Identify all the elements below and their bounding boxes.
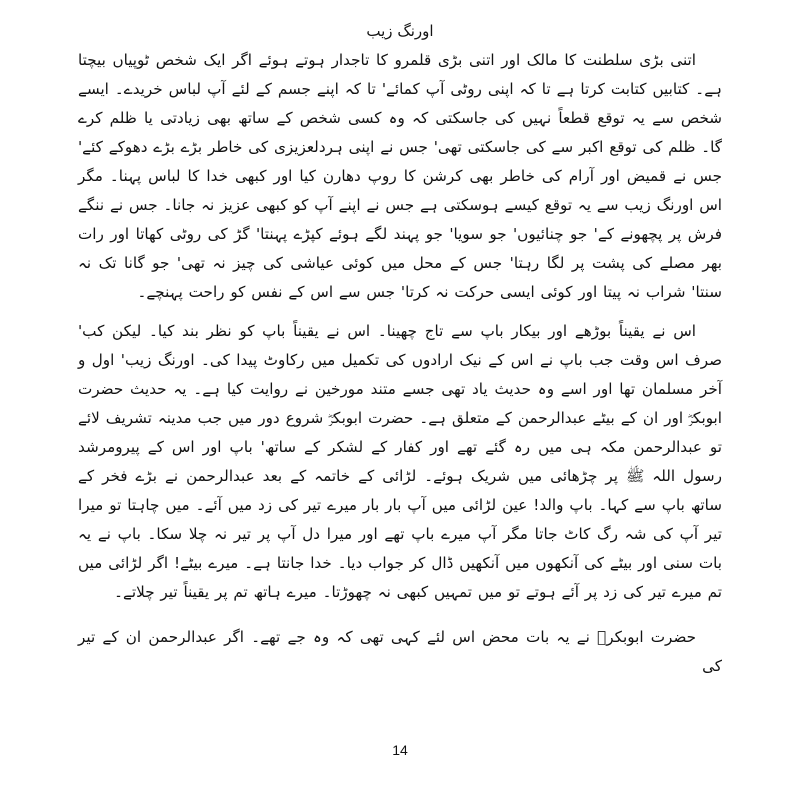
paragraph-3: حضرت ابوبکرؓ نے یہ بات محض اس لئے کہی تھی کہ وہ جے تھے۔ اگر عبدالرحمن ان کے تیر کی (78, 628, 722, 675)
paragraph-2: اس نے یقیناً بوڑھے اور بیکار باپ سے تاج چھینا۔ اس نے یقیناً باپ کو نظر بند کیا۔ لیکن کب' صرف اس وقت جب باپ نے اس کے نیک ارادوں کی تکمیل میں رکاوٹ پیدا کی۔ اورنگ زیب' اول و آخر مسلمان تھا اور اسے وہ حدیث یاد تھی جسے متند مورخین نے روایت کیا ہے۔ یہ حدیث حضرت ابوبکرؓ اور ان کے بیٹے عبدالرحمن کے متعلق ہے۔ حضرت ابوبکرؓ شروع دور میں جب مدینہ تشریف لائے تو عبدالرحمن مکہ ہی میں رہ گئے تھے اور کفار کے لشکر کے ساتھ' باپ اور اس کے پیرومرشد رسول اللہ ﷺ پر چڑھائی میں شریک ہوئے۔ لڑائی کے خاتمہ کے بعد عبدالرحمن نے بڑے فخر کے ساتھ باپ سے کہا۔ باپ والد! عین لڑائی میں آپ بار بار میرے تیر کی زد میں آئے۔ میں چاہتا تو میرا تیر آپ کی شہ رگ کاٹ جاتا مگر آپ میرے باپ تھے اور میرا دل آپ پر تیر نہ چلا سکا۔ باپ نے یہ بات سنی اور بیٹے کی آنکھوں میں آنکھیں ڈال کر جواب دیا۔ خدا جانتا ہے۔ میرے بیٹے! اگر لڑائی میں تم میرے تیر کی زد پر آئے ہوتے تو میں تمہیں کبھی نہ چھوڑتا۔ میرے ہاتھ تم پر یقیناً تیر چلاتے۔ (78, 322, 722, 601)
page-number: 14 (392, 742, 408, 758)
running-head: اورنگ زیب (366, 22, 434, 40)
paragraph-1: اتنی بڑی سلطنت کا مالک اور اتنی بڑی قلمرو کا تاجدار ہوتے ہوئے اگر ایک شخص ٹوپیاں بیچتا ہے۔ کتابیں کتابت کرتا ہے تا کہ اپنی روٹی آپ کمائے' تا کہ اپنے جسم کے لئے آپ لباس خریدے۔ ایسے شخص سے یہ توقع قطعاً نہیں کی جاسکتی کہ وہ کسی شخص کے ساتھ بھی زیادتی یا ظلم کرے گا۔ ظلم کی توقع اکبر سے کی جاسکتی تھی' جس نے اپنی ہردلعزیزی کی خاطر بڑے بڑے دھوکے کئے' جس نے قمیض اور آرام کی خاطر بھی کرشن کا روپ دھارن کیا اور کبھی خدا کا لباس پہنا۔ مگر اس اورنگ زیب سے یہ توقع کیسے ہوسکتی ہے جس نے اپنے آپ کو کبھی عزیز نہ جانا۔ جس نے ننگے فرش پر پچھونے کے' جو چنائیوں' جو سویا' جو پہند لگے ہوئے کپڑے پہنتا' گڑ کی روٹی کھاتا اور رات بھر مصلے کی پشت پر لگا رہتا' جس کے محل میں کوئی عیاشی کی چیز نہ تھی' جو گانا تک نہ سنتا' شراب نہ پیتا اور کوئی ایسی حرکت نہ کرتا' جس سے اس کے نفس کو راحت پہنچے۔ (78, 51, 722, 301)
body-text-column (78, 46, 722, 681)
